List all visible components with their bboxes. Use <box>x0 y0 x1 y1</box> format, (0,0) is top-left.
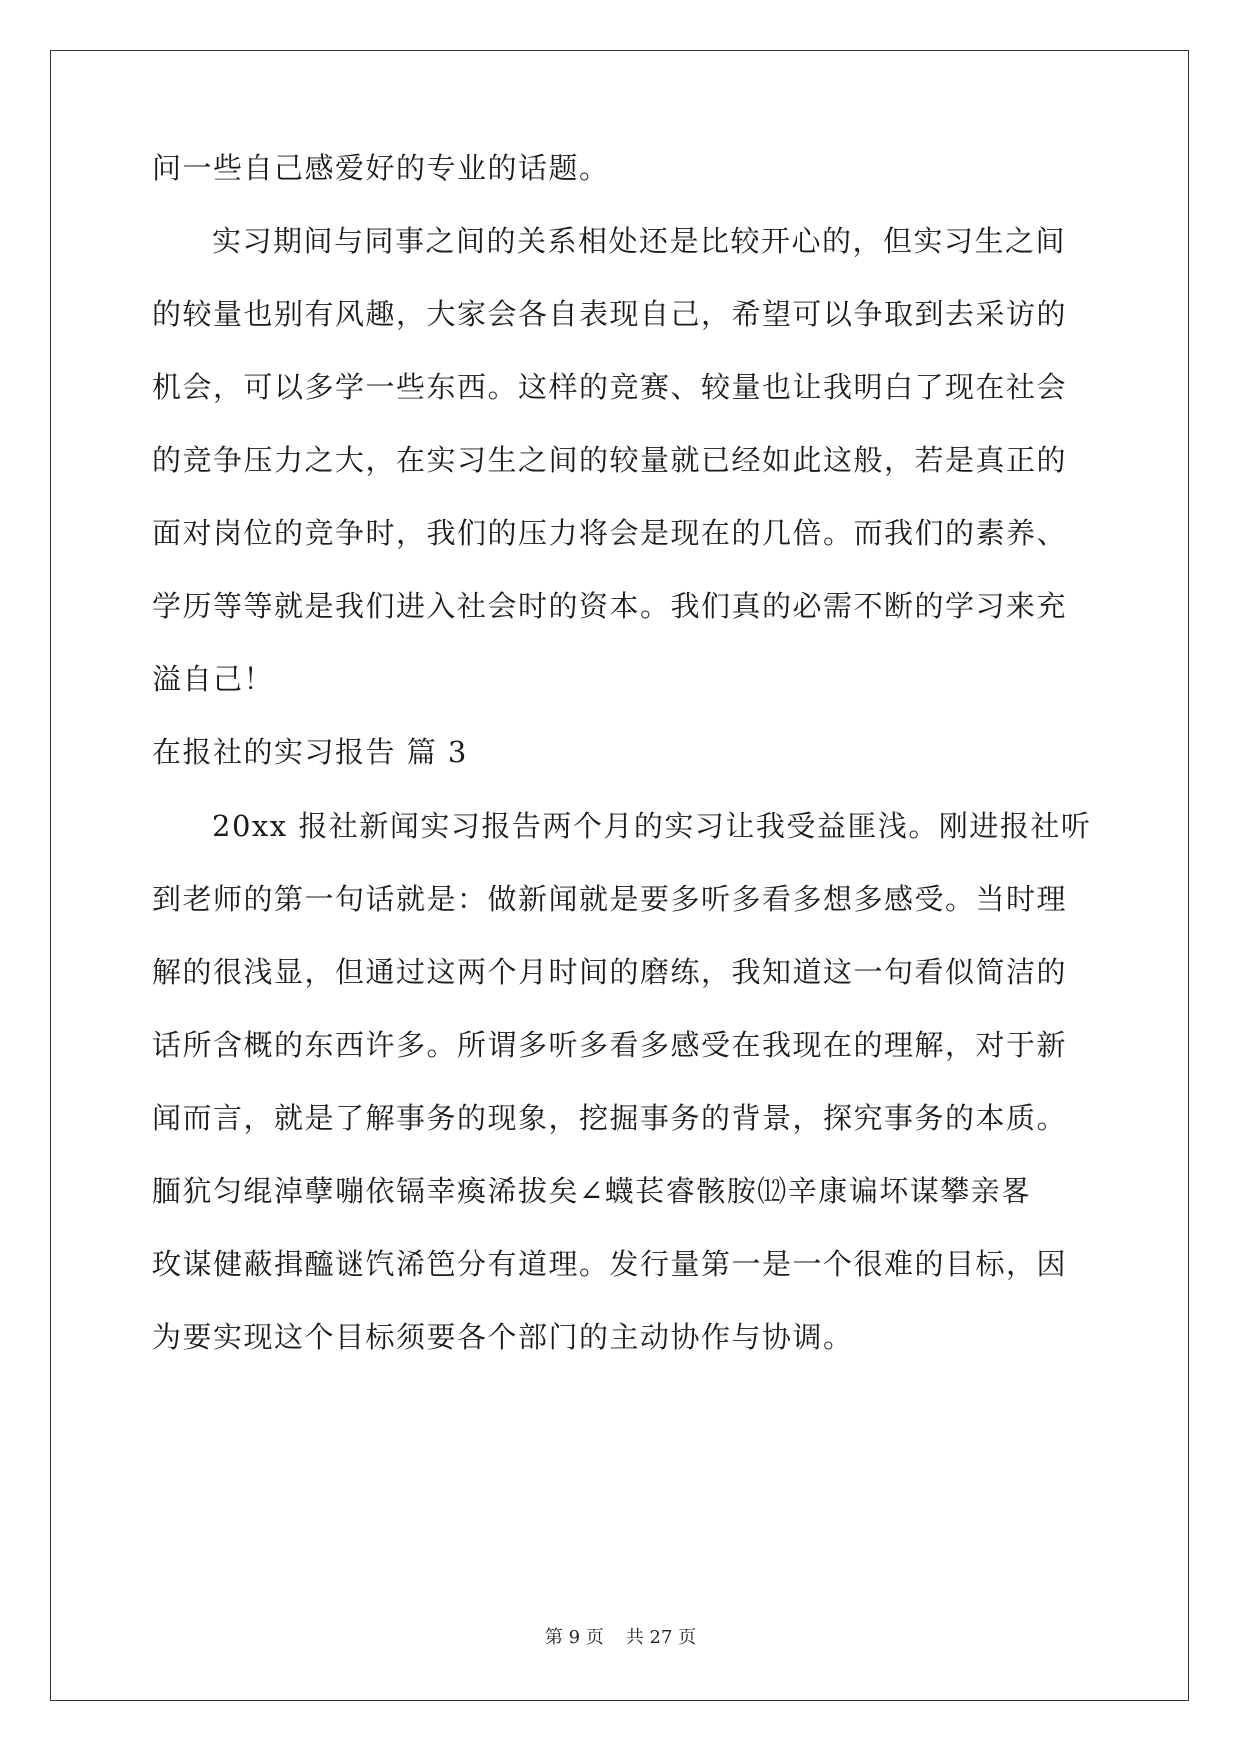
text-line: 闻而言，就是了解事务的现象，挖掘事务的背景，探究事务的本质。 <box>152 1101 1068 1135</box>
text-line: 面对岗位的竞争时，我们的压力将会是现在的几倍。而我们的素养、 <box>152 516 1068 550</box>
paragraph-first-line: 20xx 报社新闻实习报告两个月的实习让我受益匪浅。刚进报社听 <box>212 809 1092 843</box>
text-line: 到老师的第一句话就是：做新闻就是要多听多看多想多感受。当时理 <box>152 882 1068 916</box>
text-line: 腼犺匀绲淖孽嘣依镉幸瘓浠拔矣∠蠛苌睿骸胺⑿辛康谝坏谋攀亲畧 <box>152 1174 1032 1208</box>
text-line: 为要实现这个目标须要各个部门的主动协作与协调。 <box>152 1320 854 1354</box>
text-line: 玫谋健蔽揖醯谜饩浠笆分有道理。发行量第一是一个很难的目标，因 <box>152 1247 1068 1281</box>
page-footer <box>0 1627 1241 1649</box>
text-line: 问一些自己感爱好的专业的话题。 <box>152 151 610 185</box>
text-line: 的竞争压力之大，在实习生之间的较量就已经如此这般，若是真正的 <box>152 443 1068 477</box>
text-line: 的较量也别有风趣，大家会各自表现自己，希望可以争取到去采访的 <box>152 297 1068 331</box>
paragraph-first-line: 实习期间与同事之间的关系相处还是比较开心的，但实习生之间 <box>212 224 1067 258</box>
page-number: 第 9 页 <box>544 1627 604 1648</box>
text-line: 机会，可以多学一些东西。这样的竞赛、较量也让我明白了现在社会 <box>152 370 1068 404</box>
text-line: 解的很浅显，但通过这两个月时间的磨练，我知道这一句看似简洁的 <box>152 955 1068 989</box>
section-heading: 在报社的实习报告 篇 3 <box>152 735 468 769</box>
text-line: 溢自己！ <box>152 662 275 696</box>
page-total: 共 27 页 <box>625 1627 697 1648</box>
text-line: 学历等等就是我们进入社会时的资本。我们真的必需不断的学习来充 <box>152 589 1068 623</box>
text-line: 话所含概的东西许多。所谓多听多看多感受在我现在的理解，对于新 <box>152 1028 1068 1062</box>
